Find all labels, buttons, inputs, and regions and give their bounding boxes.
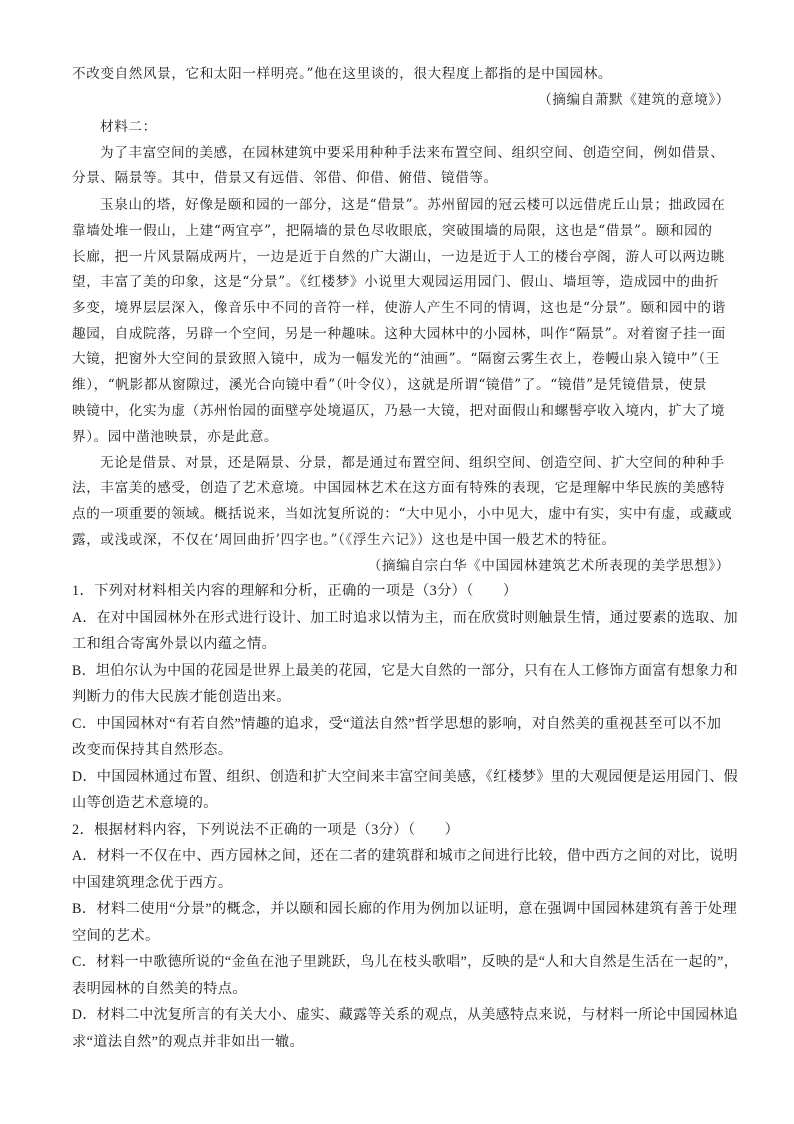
source-citation: （摘编自宗白华《中国园林建筑艺术所表现的美学思想》） [367,558,730,574]
passage-line: 映镜中，化实为虚（苏州怡园的面壁亭处境逼仄，乃悬一大镜，把对面假山和螺髻亭收入境内，扩大了境 [72,403,725,419]
option-a-cont: 中国建筑理念优于西方。 [72,875,233,891]
passage-line: 趣园，自成院落，另辟一个空间，另是一种趣味。这种大园林中的小园林，叫作“隔景”。对着窗子挂一面 [72,326,726,342]
passage-line: 玉泉山的塔，好像是颐和园的一部分，这是“借景”。苏州留园的冠云楼可以远借虎丘山景；拙政园在 [100,197,726,213]
source-citation: （摘编自萧默《建筑的意境》） [538,92,730,108]
option-c-cont: 表明园林的自然美的特点。 [72,981,248,997]
passage-line: 多变，境界层层深入，像音乐中不同的音符一样，使游人产生不同的情调，这也是“分景”。颐和园中的谐 [72,300,726,316]
option-a: A．材料一不仅在中、西方园林之间，还在二者的建筑群和城市之间进行比较，借中西方之间的对比，说明 [72,848,739,864]
option-a: A．在对中国园林外在形式进行设计、加工时追求以情为主，而在欣赏时则触景生情，通过要素的选取、加 [72,610,739,626]
passage-line: 维），“帆影都从窗隙过，溪光合向镜中看”（叶令仪），这就是所谓“镜借”了。“镜借”是凭镜借景，使景 [72,377,708,393]
option-b-cont: 空间的艺术。 [72,928,160,944]
question-stem: 1．下列对材料相关内容的理解和分析，正确的一项是（3分）（ ） [72,583,518,599]
passage-line: 分景、隔景等。其中，借景又有远借、邻借、仰借、俯借、镜借等。 [72,170,498,186]
passage-line: 无论是借景、对景，还是隔景、分景，都是通过布置空间、组织空间、创造空间、扩大空间的种种手 [100,455,725,471]
passage-line: 大镜，把窗外大空间的景致照入镜中，成为一幅发光的“油画”。“隔窗云雾生衣上，卷幔山泉入镜中”（王 [72,351,720,367]
option-c-cont: 改变而保持其自然形态。 [72,742,233,758]
option-d: D．中国园林通过布置、组织、创造和扩大空间来丰富空间美感，《红楼梦》里的大观园便是运用园门、假 [72,769,739,785]
option-d-cont: 山等创造艺术意境的。 [72,795,218,811]
option-d-cont: 求“道法自然”的观点并非如出一辙。 [72,1034,305,1050]
option-c: C．材料一中歌德所说的“金鱼在池子里跳跃，鸟儿在枝头歌唱”，反映的是“人和大自然是生活在一起的”， [72,954,739,970]
passage-line: 不改变自然风景，它和太阳一样明亮。”他在这里谈的，很大程度上都指的是中国园林。 [72,66,613,82]
passage-line: 法，丰富美的感受，创造了艺术意境。中国园林艺术在这方面有特殊的表现，它是理解中华民族的美感特 [72,480,725,496]
material-heading: 材料二： [100,119,157,135]
passage-line: 长廊，把一片风景隔成两片，一边是近于自然的广大湖山，一边是近于人工的楼台亭阁，游人可以两边眺 [72,249,725,265]
option-a-cont: 工和组合寄寓外景以内蕴之情。 [72,636,277,652]
passage-line: 望，丰富了美的印象，这是“分景”。《红楼梦》小说里大观园运用园门、假山、墙垣等，造成园中的曲折 [72,274,720,290]
passage-line: 为了丰富空间的美感，在园林建筑中要采用种种手法来布置空间、组织空间、创造空间，例如借景、 [100,145,725,161]
passage-line: 界）。园中凿池映景，亦是此意。 [72,429,279,445]
passage-line: 点的一项重要的领域。概括说来，当如沈复所说的：“大中见小，小中见大，虚中有实，实中有虚，或藏或 [72,506,733,522]
option-b-cont: 判断力的伟大民族才能创造出来。 [72,689,291,705]
option-d: D．材料二中沈复所言的有关大小、虚实、藏露等关系的观点，从美感特点来说，与材料一所论中国园林追 [72,1007,739,1023]
option-b: B．材料二使用“分景”的概念，并以颐和园长廊的作用为例加以证明，意在强调中国园林建筑有善于处理 [72,901,738,917]
option-c: C．中国园林对“有若自然”情趣的追求，受“道法自然”哲学思想的影响，对自然美的重视甚至可以不加 [72,716,722,732]
passage-line: 靠墙处堆一假山，上建“两宜亭”，把隔墙的景色尽收眼底，突破围墙的局限，这也是“借景”。颐和园的 [72,223,713,239]
question-stem: 2．根据材料内容，下列说法不正确的一项是（3分）（ ） [72,822,460,838]
passage-line: 露，或浅或深，不仅在‘周回曲折’四字也。”（《浮生六记》）这也是中国一般艺术的特征。 [72,532,616,548]
option-b: B．坦伯尔认为中国的花园是世界上最美的花园，它是大自然的一部分，只有在人工修饰方面富有想象力和 [72,663,738,679]
